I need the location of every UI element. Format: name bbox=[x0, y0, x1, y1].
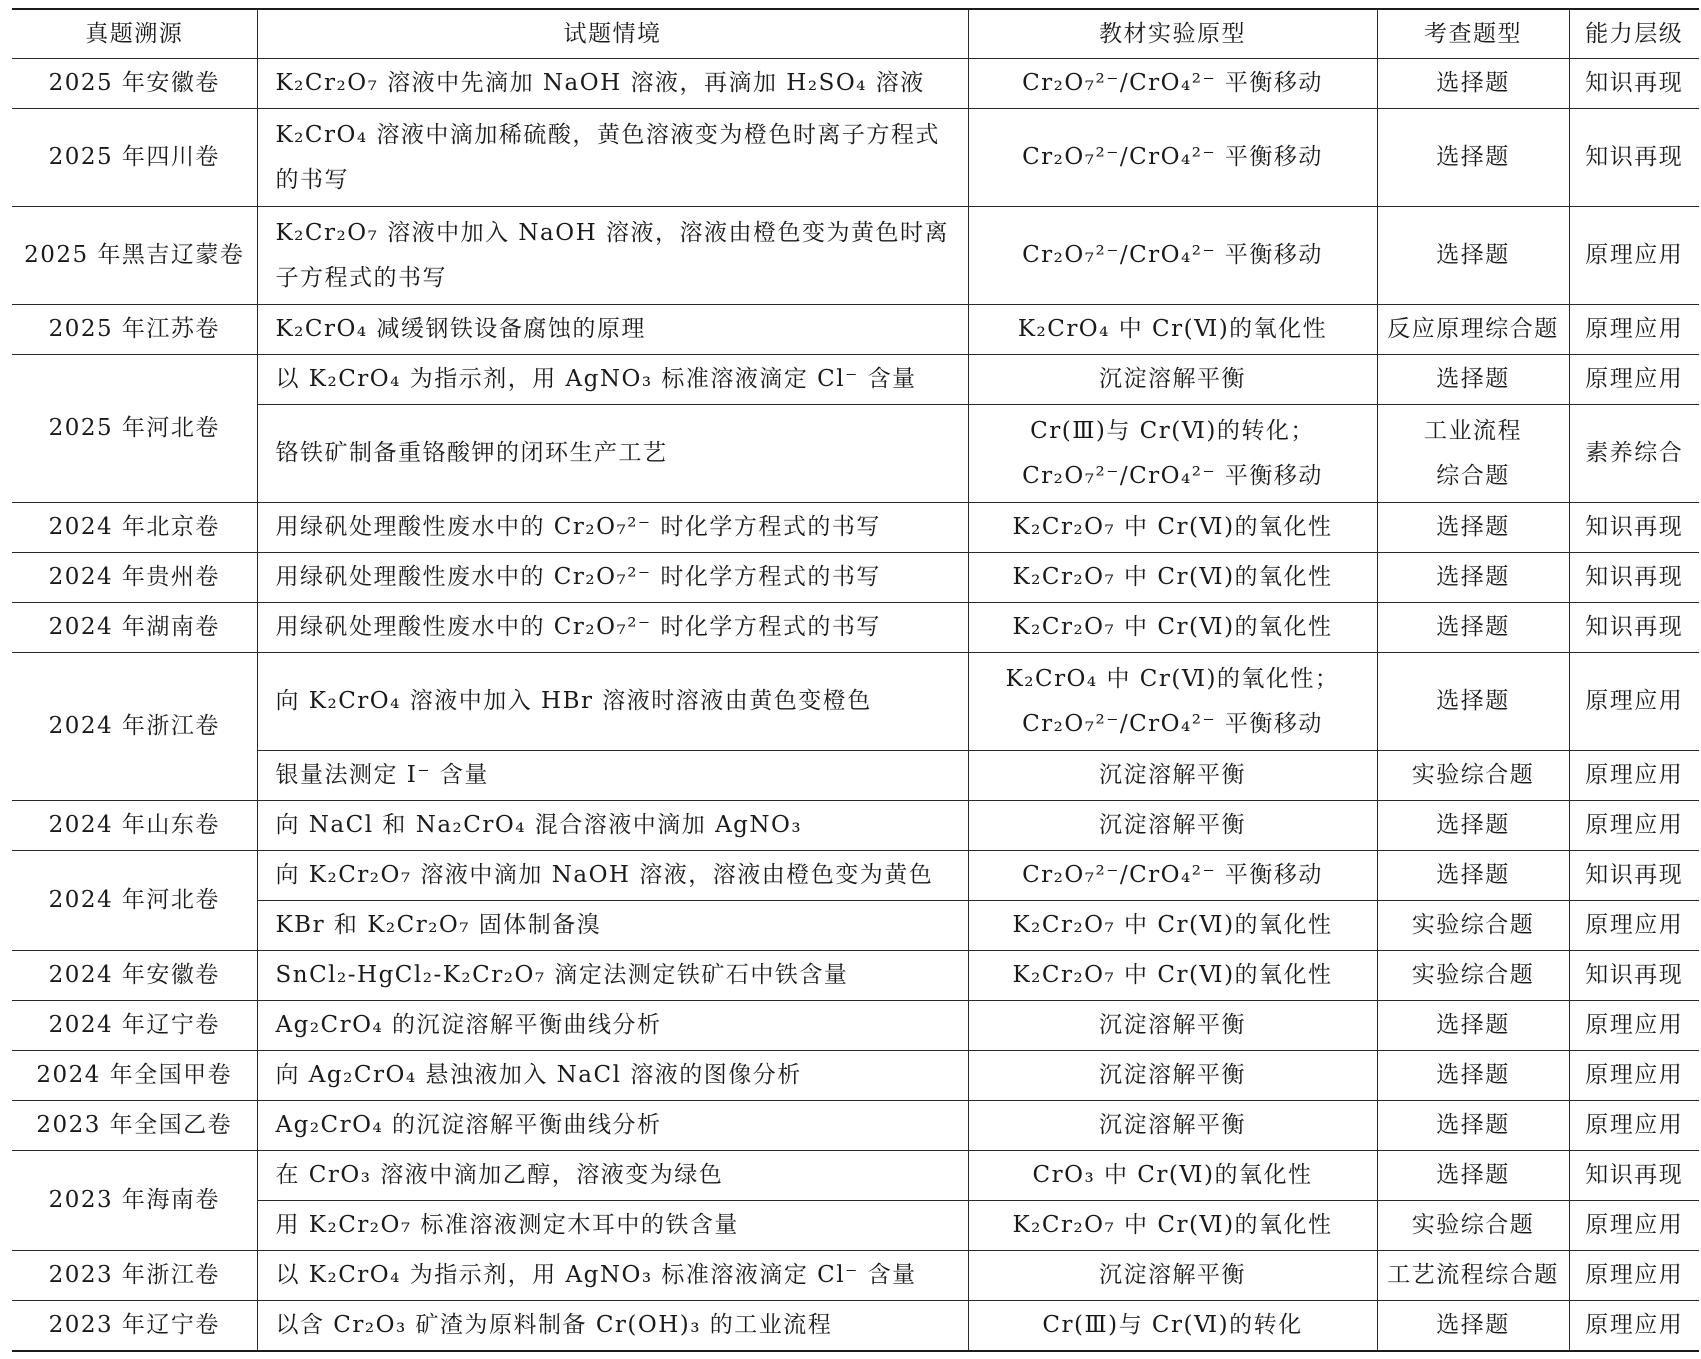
table-row bbox=[12, 305, 1699, 355]
cell-prototype: Cr₂O₇²⁻/CrO₄²⁻ 平衡移动 bbox=[968, 851, 1377, 901]
cell-prototype: K₂Cr₂O₇ 中 Cr(Ⅵ)的氧化性 bbox=[968, 1201, 1377, 1251]
cell-prototype: Cr₂O₇²⁻/CrO₄²⁻ 平衡移动 bbox=[968, 207, 1377, 305]
cell-question-type: 选择题 bbox=[1377, 1151, 1569, 1201]
cell-question-type: 选择题 bbox=[1377, 207, 1569, 305]
header-row bbox=[12, 9, 1699, 59]
cell-question-type: 选择题 bbox=[1377, 59, 1569, 109]
cell-prototype: K₂CrO₄ 中 Cr(Ⅵ)的氧化性； Cr₂O₇²⁻/CrO₄²⁻ 平衡移动 bbox=[968, 653, 1377, 751]
cell-ability-level: 原理应用 bbox=[1569, 355, 1699, 405]
cell-scenario: 银量法测定 I⁻ 含量 bbox=[257, 751, 968, 801]
cell-scenario: 以含 Cr₂O₃ 矿渣为原料制备 Cr(OH)₃ 的工业流程 bbox=[257, 1301, 968, 1352]
cell-ability-level: 素养综合 bbox=[1569, 405, 1699, 503]
table-row bbox=[12, 751, 1699, 801]
cell-ability-level: 原理应用 bbox=[1569, 207, 1699, 305]
cell-ability-level: 原理应用 bbox=[1569, 1051, 1699, 1101]
cell-ability-level: 原理应用 bbox=[1569, 901, 1699, 951]
cell-ability-level: 知识再现 bbox=[1569, 503, 1699, 553]
cell-question-type: 工艺流程综合题 bbox=[1377, 1251, 1569, 1301]
cell-question-type: 选择题 bbox=[1377, 801, 1569, 851]
cell-prototype: Cr₂O₇²⁻/CrO₄²⁻ 平衡移动 bbox=[968, 59, 1377, 109]
cell-ability-level: 知识再现 bbox=[1569, 59, 1699, 109]
cell-question-type: 选择题 bbox=[1377, 553, 1569, 603]
cell-scenario: 向 K₂Cr₂O₇ 溶液中滴加 NaOH 溶液，溶液由橙色变为黄色 bbox=[257, 851, 968, 901]
cell-ability-level: 知识再现 bbox=[1569, 553, 1699, 603]
table-row bbox=[12, 1151, 1699, 1201]
cell-source: 2024 年浙江卷 bbox=[12, 653, 257, 801]
cell-source: 2025 年河北卷 bbox=[12, 355, 257, 503]
cell-question-type: 选择题 bbox=[1377, 653, 1569, 751]
cell-question-type: 选择题 bbox=[1377, 851, 1569, 901]
cell-source: 2025 年安徽卷 bbox=[12, 59, 257, 109]
cell-prototype: 沉淀溶解平衡 bbox=[968, 801, 1377, 851]
table-row bbox=[12, 355, 1699, 405]
cell-scenario: 向 K₂CrO₄ 溶液中加入 HBr 溶液时溶液由黄色变橙色 bbox=[257, 653, 968, 751]
cell-source: 2024 年湖南卷 bbox=[12, 603, 257, 653]
cell-source: 2025 年四川卷 bbox=[12, 109, 257, 207]
cell-prototype: Cr₂O₇²⁻/CrO₄²⁻ 平衡移动 bbox=[968, 109, 1377, 207]
cell-scenario: Ag₂CrO₄ 的沉淀溶解平衡曲线分析 bbox=[257, 1101, 968, 1151]
cell-ability-level: 原理应用 bbox=[1569, 1101, 1699, 1151]
cell-prototype: CrO₃ 中 Cr(Ⅵ)的氧化性 bbox=[968, 1151, 1377, 1201]
table-row bbox=[12, 653, 1699, 751]
cell-source: 2025 年黑吉辽蒙卷 bbox=[12, 207, 257, 305]
cell-ability-level: 原理应用 bbox=[1569, 653, 1699, 751]
cell-question-type: 选择题 bbox=[1377, 1301, 1569, 1352]
cell-ability-level: 原理应用 bbox=[1569, 1201, 1699, 1251]
cell-ability-level: 原理应用 bbox=[1569, 801, 1699, 851]
table-row bbox=[12, 1201, 1699, 1251]
cell-ability-level: 知识再现 bbox=[1569, 109, 1699, 207]
cell-question-type: 反应原理综合题 bbox=[1377, 305, 1569, 355]
table-row bbox=[12, 1051, 1699, 1101]
cell-scenario: K₂Cr₂O₇ 溶液中先滴加 NaOH 溶液，再滴加 H₂SO₄ 溶液 bbox=[257, 59, 968, 109]
cell-scenario: 用 K₂Cr₂O₇ 标准溶液测定木耳中的铁含量 bbox=[257, 1201, 968, 1251]
cell-prototype: K₂Cr₂O₇ 中 Cr(Ⅵ)的氧化性 bbox=[968, 951, 1377, 1001]
cell-scenario: 在 CrO₃ 溶液中滴加乙醇，溶液变为绿色 bbox=[257, 1151, 968, 1201]
cell-ability-level: 知识再现 bbox=[1569, 1151, 1699, 1201]
cell-scenario: K₂Cr₂O₇ 溶液中加入 NaOH 溶液，溶液由橙色变为黄色时离子方程式的书写 bbox=[257, 207, 968, 305]
table-row bbox=[12, 109, 1699, 207]
cell-question-type: 选择题 bbox=[1377, 109, 1569, 207]
cell-scenario: 向 Ag₂CrO₄ 悬浊液加入 NaCl 溶液的图像分析 bbox=[257, 1051, 968, 1101]
cell-question-type: 实验综合题 bbox=[1377, 751, 1569, 801]
cell-prototype: 沉淀溶解平衡 bbox=[968, 1001, 1377, 1051]
cell-ability-level: 原理应用 bbox=[1569, 305, 1699, 355]
table-row bbox=[12, 207, 1699, 305]
cell-scenario: K₂CrO₄ 减缓钢铁设备腐蚀的原理 bbox=[257, 305, 968, 355]
table-row bbox=[12, 1001, 1699, 1051]
cell-prototype: 沉淀溶解平衡 bbox=[968, 1101, 1377, 1151]
cell-prototype: K₂Cr₂O₇ 中 Cr(Ⅵ)的氧化性 bbox=[968, 553, 1377, 603]
cell-prototype: 沉淀溶解平衡 bbox=[968, 355, 1377, 405]
cell-prototype: K₂Cr₂O₇ 中 Cr(Ⅵ)的氧化性 bbox=[968, 503, 1377, 553]
exam-source-table bbox=[12, 8, 1699, 1352]
cell-prototype: K₂Cr₂O₇ 中 Cr(Ⅵ)的氧化性 bbox=[968, 603, 1377, 653]
cell-prototype: Cr(Ⅲ)与 Cr(Ⅵ)的转化； Cr₂O₇²⁻/CrO₄²⁻ 平衡移动 bbox=[968, 405, 1377, 503]
table-row bbox=[12, 951, 1699, 1001]
cell-prototype: 沉淀溶解平衡 bbox=[968, 751, 1377, 801]
header-question-type: 考查题型 bbox=[1377, 9, 1569, 59]
cell-question-type: 选择题 bbox=[1377, 603, 1569, 653]
cell-ability-level: 知识再现 bbox=[1569, 851, 1699, 901]
cell-question-type: 实验综合题 bbox=[1377, 951, 1569, 1001]
table-row bbox=[12, 503, 1699, 553]
cell-scenario: 以 K₂CrO₄ 为指示剂，用 AgNO₃ 标准溶液滴定 Cl⁻ 含量 bbox=[257, 1251, 968, 1301]
cell-ability-level: 原理应用 bbox=[1569, 751, 1699, 801]
cell-scenario: 用绿矾处理酸性废水中的 Cr₂O₇²⁻ 时化学方程式的书写 bbox=[257, 603, 968, 653]
cell-ability-level: 原理应用 bbox=[1569, 1301, 1699, 1352]
cell-question-type: 选择题 bbox=[1377, 503, 1569, 553]
cell-source: 2023 年海南卷 bbox=[12, 1151, 257, 1251]
table-row bbox=[12, 1101, 1699, 1151]
header-prototype: 教材实验原型 bbox=[968, 9, 1377, 59]
cell-source: 2024 年河北卷 bbox=[12, 851, 257, 951]
cell-question-type: 选择题 bbox=[1377, 1101, 1569, 1151]
cell-ability-level: 原理应用 bbox=[1569, 1001, 1699, 1051]
cell-scenario: 向 NaCl 和 Na₂CrO₄ 混合溶液中滴加 AgNO₃ bbox=[257, 801, 968, 851]
cell-question-type: 工业流程 综合题 bbox=[1377, 405, 1569, 503]
cell-scenario: 铬铁矿制备重铬酸钾的闭环生产工艺 bbox=[257, 405, 968, 503]
cell-source: 2024 年辽宁卷 bbox=[12, 1001, 257, 1051]
cell-source: 2023 年辽宁卷 bbox=[12, 1301, 257, 1352]
cell-scenario: SnCl₂-HgCl₂-K₂Cr₂O₇ 滴定法测定铁矿石中铁含量 bbox=[257, 951, 968, 1001]
cell-source: 2023 年浙江卷 bbox=[12, 1251, 257, 1301]
table-row bbox=[12, 603, 1699, 653]
header-source: 真题溯源 bbox=[12, 9, 257, 59]
cell-question-type: 选择题 bbox=[1377, 1001, 1569, 1051]
table-row bbox=[12, 405, 1699, 503]
cell-scenario: 用绿矾处理酸性废水中的 Cr₂O₇²⁻ 时化学方程式的书写 bbox=[257, 553, 968, 603]
cell-source: 2024 年北京卷 bbox=[12, 503, 257, 553]
cell-prototype: K₂Cr₂O₇ 中 Cr(Ⅵ)的氧化性 bbox=[968, 901, 1377, 951]
cell-source: 2024 年全国甲卷 bbox=[12, 1051, 257, 1101]
table-row bbox=[12, 1301, 1699, 1352]
table-row bbox=[12, 901, 1699, 951]
cell-question-type: 实验综合题 bbox=[1377, 901, 1569, 951]
header-scenario: 试题情境 bbox=[257, 9, 968, 59]
cell-prototype: Cr(Ⅲ)与 Cr(Ⅵ)的转化 bbox=[968, 1301, 1377, 1352]
cell-scenario: 用绿矾处理酸性废水中的 Cr₂O₇²⁻ 时化学方程式的书写 bbox=[257, 503, 968, 553]
cell-source: 2023 年全国乙卷 bbox=[12, 1101, 257, 1151]
cell-prototype: 沉淀溶解平衡 bbox=[968, 1251, 1377, 1301]
cell-question-type: 选择题 bbox=[1377, 355, 1569, 405]
cell-ability-level: 原理应用 bbox=[1569, 1251, 1699, 1301]
cell-source: 2024 年安徽卷 bbox=[12, 951, 257, 1001]
cell-prototype: 沉淀溶解平衡 bbox=[968, 1051, 1377, 1101]
table-row bbox=[12, 553, 1699, 603]
cell-scenario: 以 K₂CrO₄ 为指示剂，用 AgNO₃ 标准溶液滴定 Cl⁻ 含量 bbox=[257, 355, 968, 405]
table-row bbox=[12, 59, 1699, 109]
cell-question-type: 选择题 bbox=[1377, 1051, 1569, 1101]
cell-prototype: K₂CrO₄ 中 Cr(Ⅵ)的氧化性 bbox=[968, 305, 1377, 355]
cell-scenario: KBr 和 K₂Cr₂O₇ 固体制备溴 bbox=[257, 901, 968, 951]
cell-scenario: K₂CrO₄ 溶液中滴加稀硫酸，黄色溶液变为橙色时离子方程式的书写 bbox=[257, 109, 968, 207]
cell-scenario: Ag₂CrO₄ 的沉淀溶解平衡曲线分析 bbox=[257, 1001, 968, 1051]
table-row bbox=[12, 1251, 1699, 1301]
cell-ability-level: 知识再现 bbox=[1569, 951, 1699, 1001]
cell-source: 2024 年贵州卷 bbox=[12, 553, 257, 603]
header-ability-level: 能力层级 bbox=[1569, 9, 1699, 59]
cell-source: 2024 年山东卷 bbox=[12, 801, 257, 851]
cell-question-type: 实验综合题 bbox=[1377, 1201, 1569, 1251]
table-row bbox=[12, 801, 1699, 851]
table-row bbox=[12, 851, 1699, 901]
cell-ability-level: 知识再现 bbox=[1569, 603, 1699, 653]
cell-source: 2025 年江苏卷 bbox=[12, 305, 257, 355]
